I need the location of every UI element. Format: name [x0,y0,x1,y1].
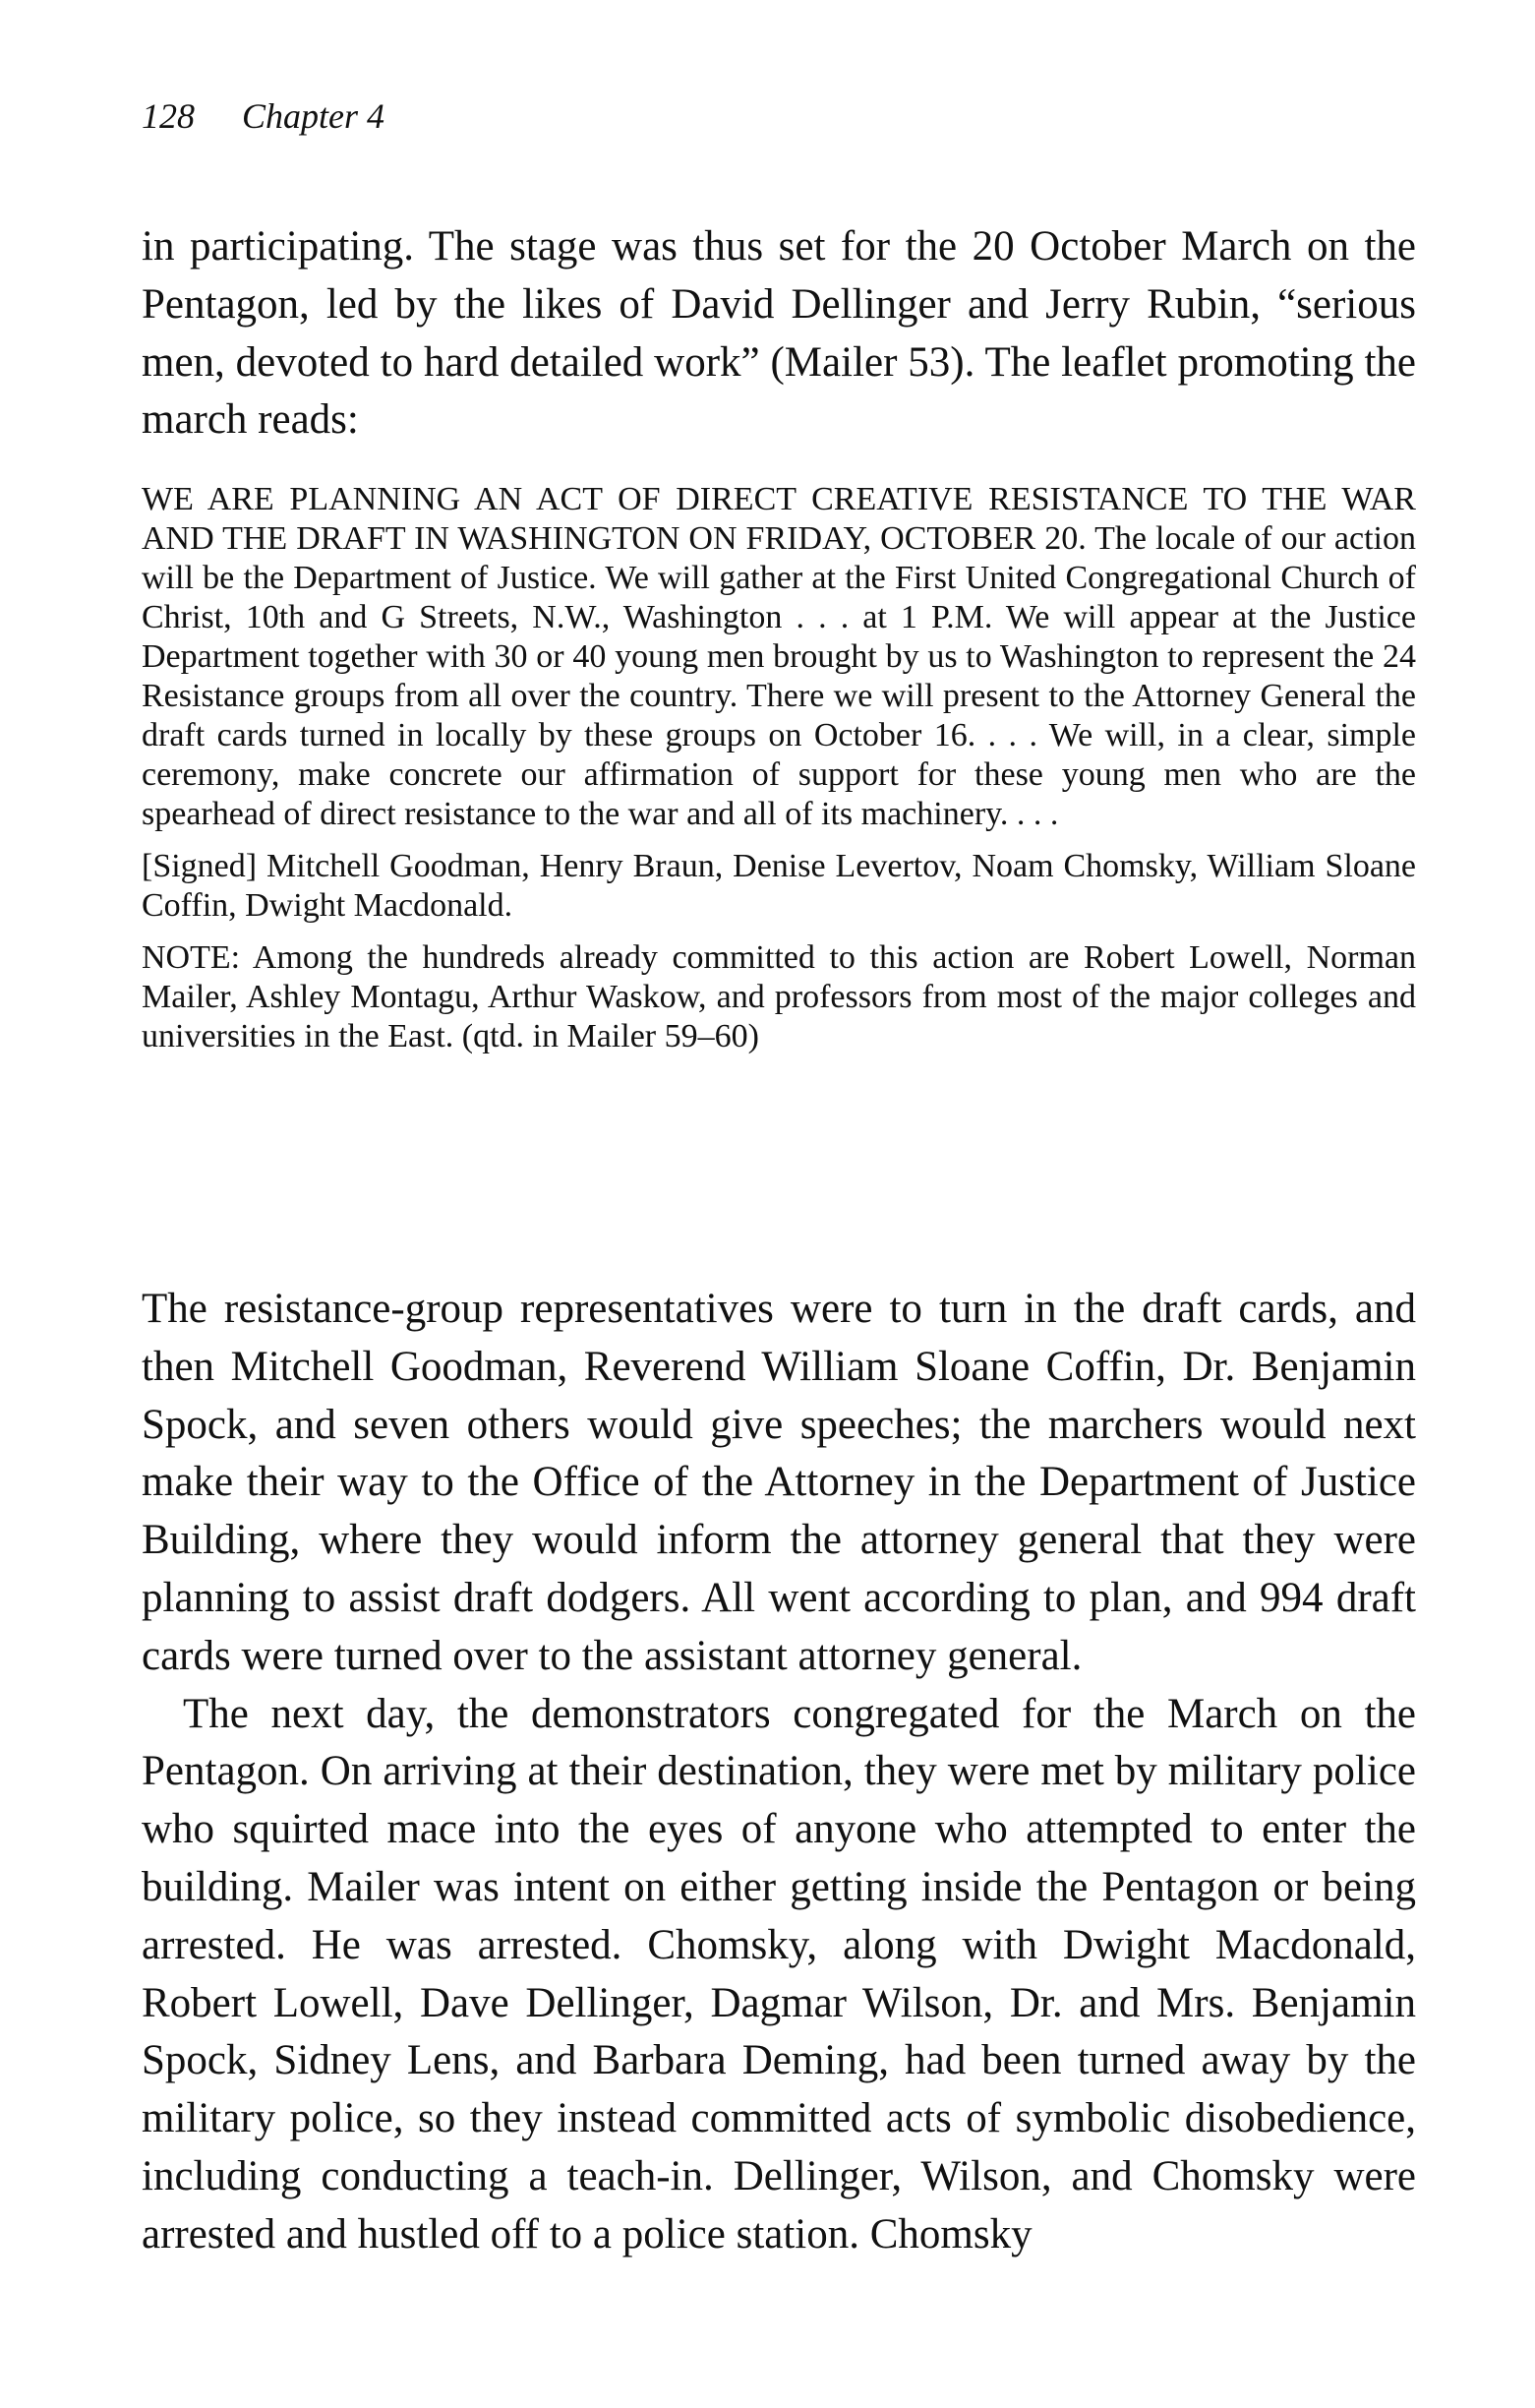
running-head [142,98,384,134]
page-number: 128 [142,96,195,136]
quote-signatories: [Signed] Mitchell Goodman, Henry Braun, Denise Levertov, Noam Chomsky, William Sloane Coffin, Dwight Macdonald. [142,848,1416,924]
chapter-title: Chapter 4 [242,96,385,136]
opening-text [142,218,1416,450]
quote-note: NOTE: Among the hundreds already committed to this action are Robert Lowell, Norman Mailer, Ashley Montagu, Arthur Waskow, and professors from most of the major colleges and universities in the East. (qtd. in Mailer 59–60) [142,939,1416,1054]
paragraph: The resistance-group representatives were to turn in the draft cards, and then Mitchell Goodman, Reverend William Sloane Coffin, Dr. Benjamin Spock, and seven others would give speeches; the marchers would next make their way to the Office of the Attorney in the Department of Justice Building, where they would inform the attorney general that they were planning to assist draft dodgers. All went according to plan, and 994 draft cards were turned over to the assistant attorney general. [142,1286,1416,1679]
quote-leaflet: WE ARE PLANNING AN ACT OF DIRECT CREATIVE RESISTANCE TO THE WAR AND THE DRAFT IN WASHINGTON ON FRIDAY, OCTOBER 20. The locale of our action will be the Department of Justice. We will gather at the First United Congregational Church of Christ, 10th and G Streets, N.W., Washington . . . at 1 P.M. We will appear at the Justice Department together with 30 or 40 young men brought by us to Washington to represent the 24 Resistance groups from all over the country. There we will present to the Attorney General the draft cards turned in locally by these groups on October 16. . . . We will, in a clear, simple ceremony, make concrete our affirmation of support for these young men who are the spearhead of direct resistance to the war and all of its machinery. . . . [142,481,1416,832]
block-quote [142,480,1416,1056]
paragraph: in participating. The stage was thus set for the 20 October March on the Pentagon, led by the likes of David Dellinger and Jerry Rubin, “serious men, devoted to hard detailed work” (Mailer 53). The leaflet promoting the march reads: [142,223,1416,444]
continuing-text [142,1281,1416,2264]
paragraph: The next day, the demonstrators congregated for the March on the Pentagon. On arriving at their destination, they were met by military police who squirted mace into the eyes of anyone who attempted to enter the building. Mailer was intent on either getting inside the Pentagon or being arrested. He was arrested. Chomsky, along with Dwight Macdonald, Robert Lowell, Dave Dellinger, Dagmar Wilson, Dr. and Mrs. Benjamin Spock, Sidney Lens, and Barbara Deming, had been turned away by the military police, so they instead committed acts of symbolic disobedience, including conducting a teach-in. Dellinger, Wilson, and Chomsky were arrested and hustled off to a police station. Chomsky [142,1690,1416,2258]
